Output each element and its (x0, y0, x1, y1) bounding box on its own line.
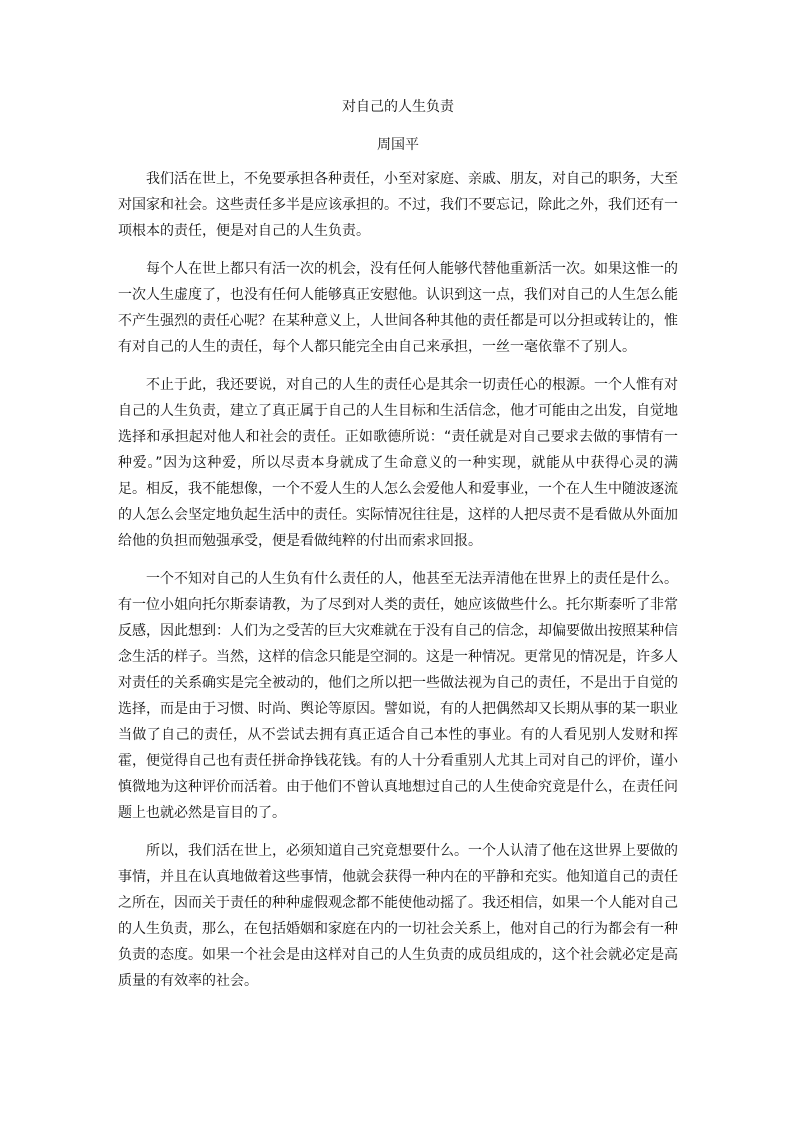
paragraph-5: 所以，我们活在世上，必须知道自己究竟想要什么。一个人认清了他在这世界上要做的事情，并且在认真地做着这些事情，他就会获得一种内在的平静和充实。他知道自己的责任之所在，因而关于责任的种种虚假观念都不能使他动摇了。我还相信，如果一个人能对自己的人生负责，那么，在包括婚姻和家庭在内的一切社会关系上，他对自己的行为都会有一种负责的态度。如果一个社会是由这样对自己的人生负责的成员组成的，这个社会就必定是高质量的有效率的社会。 (118, 843, 678, 989)
document-title: 对自己的人生负责 (342, 99, 454, 115)
document-page (118, 96, 678, 1006)
document-author: 周国平 (377, 137, 419, 153)
paragraph-1: 我们活在世上，不免要承担各种责任，小至对家庭、亲戚、朋友，对自己的职务，大至对国家和社会。这些责任多半是应该承担的。不过，我们不要忘记，除此之外，我们还有一项根本的责任，便是对自己的人生负责。 (118, 171, 678, 239)
paragraph-2: 每个人在世上都只有活一次的机会，没有任何人能够代替他重新活一次。如果这惟一的一次人生虚度了，也没有任何人能够真正安慰他。认识到这一点，我们对自己的人生怎么能不产生强烈的责任心呢？在某种意义上，人世间各种其他的责任都是可以分担或转让的，惟有对自己的人生的责任，每个人都只能完全由自己来承担，一丝一毫依靠不了别人。 (118, 261, 678, 355)
paragraph-4: 一个不知对自己的人生负有什么责任的人，他甚至无法弄清他在世界上的责任是什么。有一位小姐向托尔斯泰请教，为了尽到对人类的责任，她应该做些什么。托尔斯泰听了非常反感，因此想到：人们为之受苦的巨大灾难就在于没有自己的信念，却偏要做出按照某种信念生活的样子。当然，这样的信念只能是空洞的。这是一种情况。更常见的情况是，许多人对责任的关系确实是完全被动的，他们之所以把一些做法视为自己的责任，不是出于自觉的选择，而是由于习惯、时尚、舆论等原因。譬如说，有的人把偶然却又长期从事的某一职业当做了自己的责任，从不尝试去拥有真正适合自己本性的事业。有的人看见别人发财和挥霍，便觉得自己也有责任拼命挣钱花钱。有的人十分看重别人尤其上司对自己的评价，谨小慎微地为这种评价而活着。由于他们不曾认真地想过自己的人生使命究竟是什么，在责任问题上也就必然是盲目的了。 (118, 571, 678, 821)
paragraph-3: 不止于此，我还要说，对自己的人生的责任心是其余一切责任心的根源。一个人惟有对自己的人生负责，建立了真正属于自己的人生目标和生活信念，他才可能由之出发，自觉地选择和承担起对他人和社会的责任。正如歌德所说：“责任就是对自己要求去做的事情有一种爱。”因为这种爱，所以尽责本身就成了生命意义的一种实现，就能从中获得心灵的满足。相反，我不能想像，一个不爱人生的人怎么会爱他人和爱事业，一个在人生中随波逐流的人怎么会坚定地负起生活中的责任。实际情况往往是，这样的人把尽责不是看做从外面加给他的负担而勉强承受，便是看做纯粹的付出而索求回报。 (118, 377, 678, 549)
